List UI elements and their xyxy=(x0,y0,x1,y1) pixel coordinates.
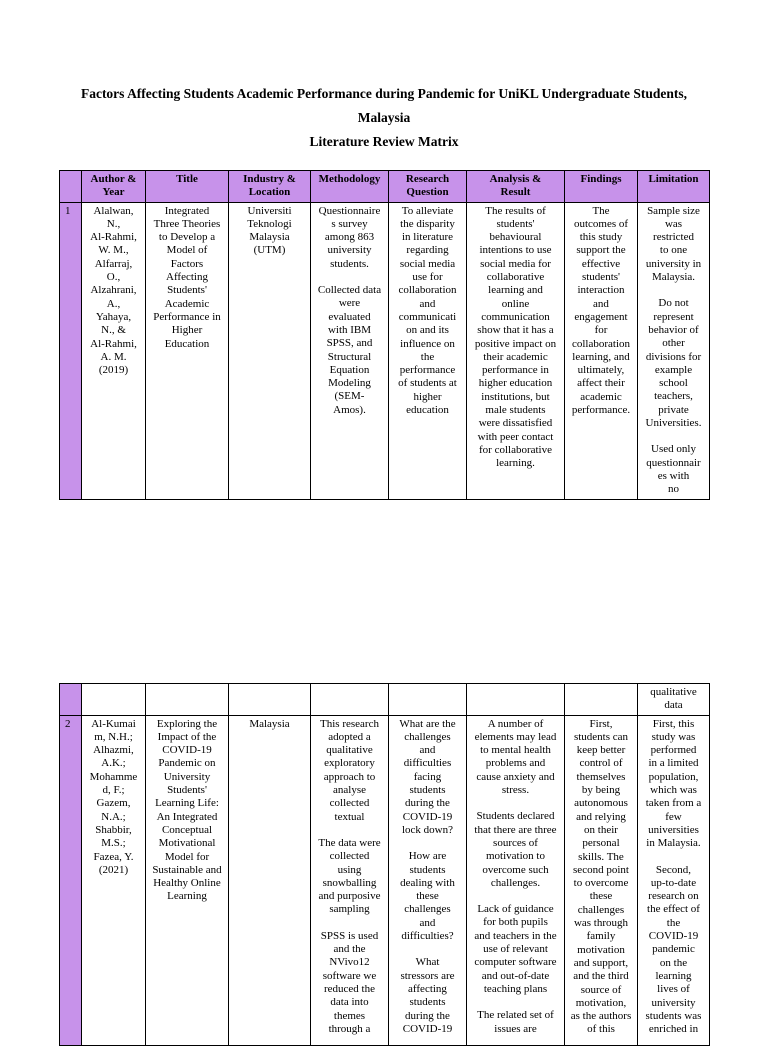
header-research-question: Research Question xyxy=(389,171,467,203)
cell-empty xyxy=(82,684,146,716)
cell-research-question: What are the challenges and difficulties facing students during the COVID-19 lock down? How are students dealing with these challenges and difficulties? What stressors are affecting students during the COVID-19 xyxy=(389,715,467,1045)
cell-author: Al-Kumai m, N.H.; Alhazmi, A.K.; Mohamme d, F.; Gazem, N.A.; Shabbir, M.S.; Fazea, Y. (2021) xyxy=(82,715,146,1045)
header-title: Title xyxy=(146,171,229,203)
cell-empty xyxy=(146,684,229,716)
header-limitation: Limitation xyxy=(638,171,710,203)
document-subtitle: Literature Review Matrix xyxy=(309,134,459,149)
row-number xyxy=(60,684,82,716)
cell-research-question: To alleviate the disparity in literature regarding social media use for collaboration and communicati on and its influence on the performance of students at higher education xyxy=(389,202,467,499)
cell-methodology: This research adopted a qualitative exploratory approach to analyse collected textual The data were collected using snowballing and purposive sampling SPSS is used and the NVivo12 software we reduced the data into themes through a xyxy=(311,715,389,1045)
header-analysis: Analysis & Result xyxy=(467,171,565,203)
cell-title: Exploring the Impact of the COVID-19 Pandemic on University Students' Learning Life: An Integrated Conceptual Motivational Model for Sustainable and Healthy Online Learning xyxy=(146,715,229,1045)
cell-limitation: Sample size was restricted to one university in Malaysia. Do not represent behavior of other divisions for example school teachers, private Universities. Used only questionnair es with no xyxy=(638,202,710,499)
cell-author: Alalwan, N., Al-Rahmi, W. M., Alfarraj, O., Alzahrani, A., Yahaya, N., & Al-Rahmi, A. M. (2019) xyxy=(82,202,146,499)
cell-analysis: A number of elements may lead to mental health problems and cause anxiety and stress. Students declared that there are three sources of motivation to overcome such challenges. Lack of guidance for both pupils and teachers in the use of relevant computer software and out-of-date teaching plans The related set of issues are xyxy=(467,715,565,1045)
cell-empty xyxy=(389,684,467,716)
cell-industry: Universiti Teknologi Malaysia (UTM) xyxy=(229,202,311,499)
cell-empty xyxy=(565,684,638,716)
cell-empty xyxy=(229,684,311,716)
cell-limitation: First, this study was performed in a limited population, which was taken from a few universities in Malaysia. Second, up-to-date research on the effect of the COVID-19 pandemic on the learning lives of university students was enriched in xyxy=(638,715,710,1045)
literature-matrix-table-continued xyxy=(59,683,710,1046)
document-title-line1: Factors Affecting Students Academic Performance during Pandemic for UniKL Undergraduate Students, xyxy=(80,86,688,101)
header-author: Author & Year xyxy=(82,171,146,203)
cell-industry: Malaysia xyxy=(229,715,311,1045)
header-industry: Industry & Location xyxy=(229,171,311,203)
document-title-line2: Malaysia xyxy=(357,110,411,125)
cell-title: Integrated Three Theories to Develop a Model of Factors Affecting Students' Academic Performance in Higher Education xyxy=(146,202,229,499)
literature-matrix-table xyxy=(59,170,710,500)
cell-limitation: qualitative data xyxy=(638,684,710,716)
header-findings: Findings xyxy=(565,171,638,203)
header-methodology: Methodology xyxy=(311,171,389,203)
header-number xyxy=(60,171,82,203)
row-number: 2 xyxy=(60,715,82,1045)
row-number: 1 xyxy=(60,202,82,499)
table-row xyxy=(60,715,710,1045)
cell-empty xyxy=(467,684,565,716)
cell-findings: The outcomes of this study support the effective students' interaction and engagement for collaboration learning, and ultimately, affect their academic performance. xyxy=(565,202,638,499)
table-row-continuation xyxy=(60,684,710,716)
cell-empty xyxy=(311,684,389,716)
cell-methodology: Questionnaire s survey among 863 university students. Collected data were evaluated with IBM SPSS, and Structural Equation Modeling (SEM- Amos). xyxy=(311,202,389,499)
cell-findings: First, students can keep better control of themselves by being autonomous and relying on their personal skills. The second point to overcome these challenges was through family motivation and support, and the third source of motivation, as the authors of this xyxy=(565,715,638,1045)
table-header-row xyxy=(60,171,710,203)
table-row xyxy=(60,202,710,499)
cell-analysis: The results of students' behavioural intentions to use social media for collaborative learning and online communication show that it has a positive impact on their academic performance in higher education institutions, but male students were dissatisfied with peer contact for collaborative learning. xyxy=(467,202,565,499)
